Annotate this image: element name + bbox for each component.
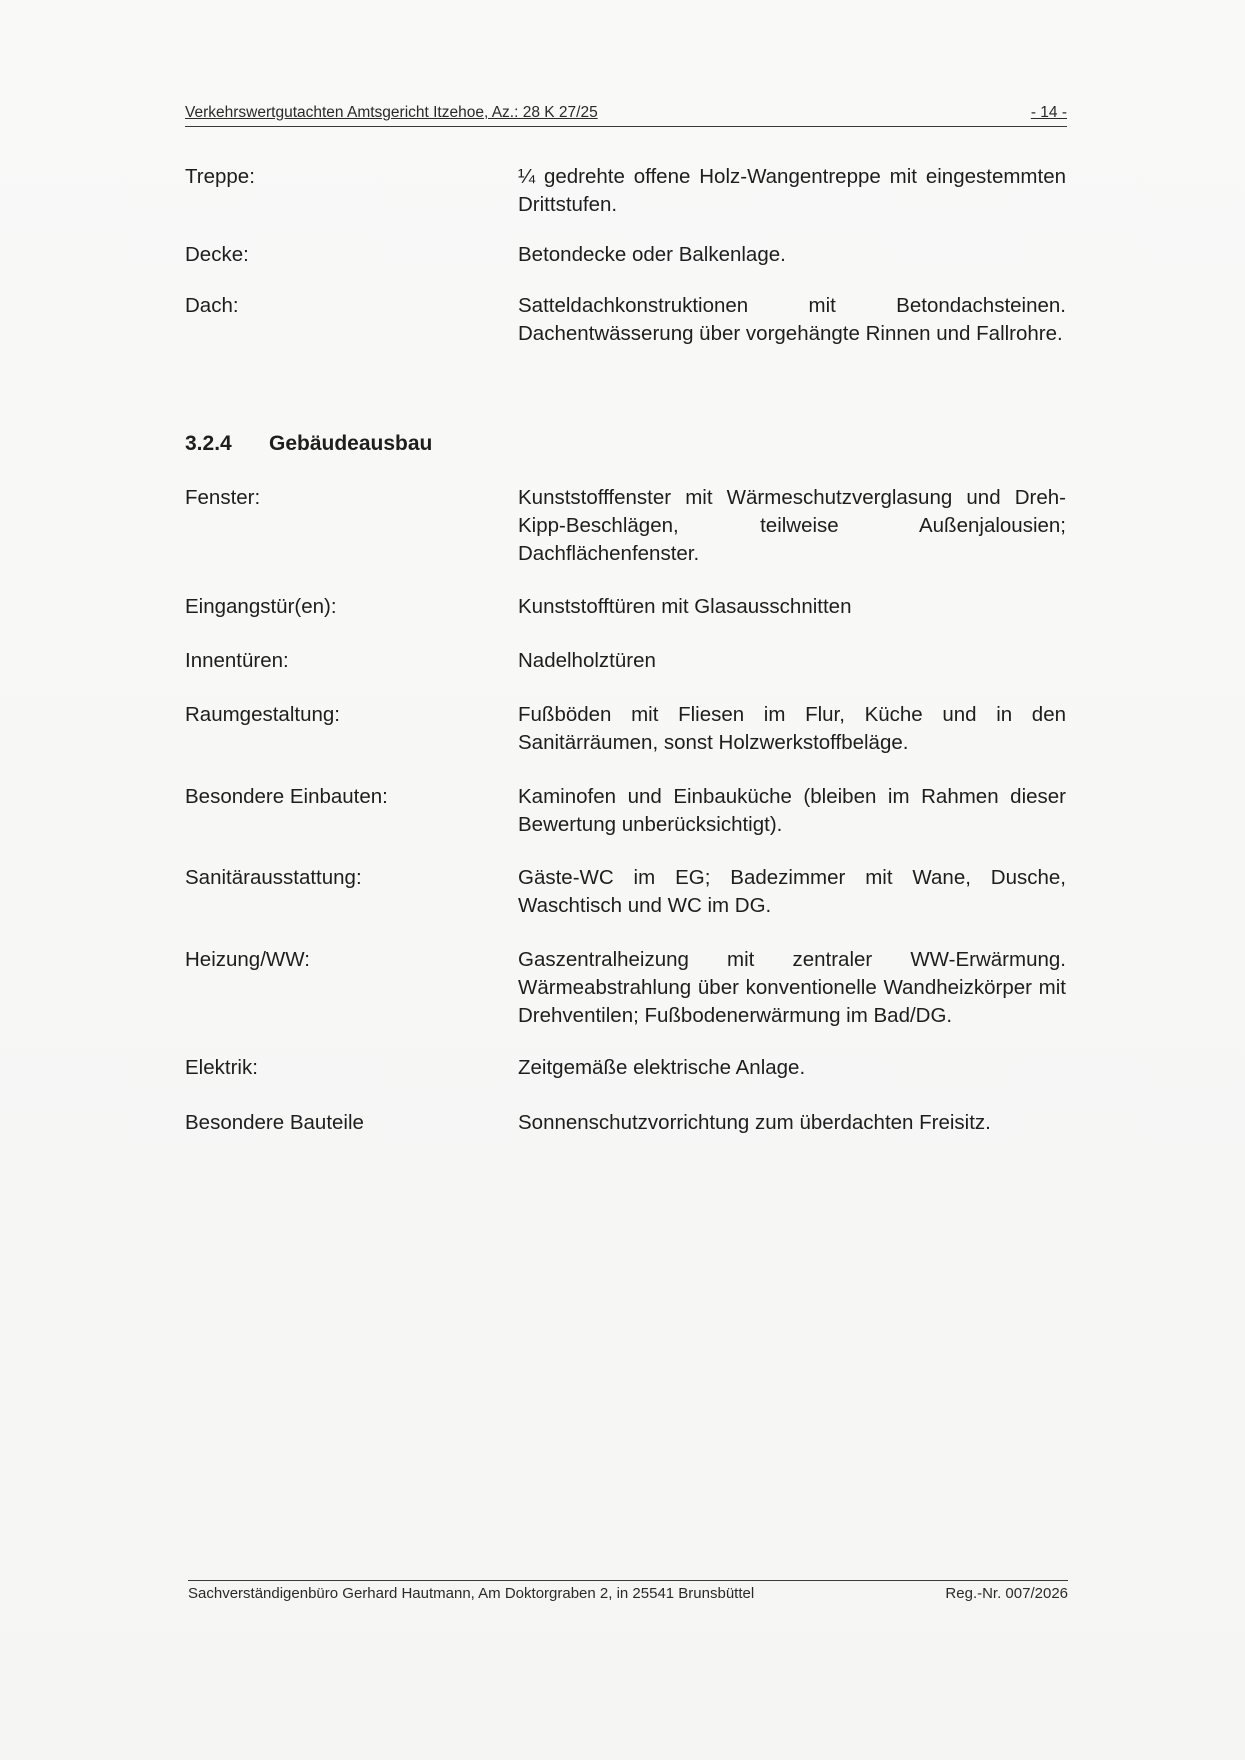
label-innentueren: Innentüren: <box>185 649 289 672</box>
section-heading <box>185 430 432 458</box>
value-innentueren: Nadelholztüren <box>518 649 656 672</box>
footer-address: Sachverständigenbüro Gerhard Hautmann, Am Doktorgraben 2, in 25541 Brunsbüttel <box>188 1585 755 1602</box>
page-number: - 14 - <box>1030 104 1067 121</box>
label-treppe: Treppe: <box>185 165 255 188</box>
section-number: 3.2.4 <box>185 432 232 455</box>
value-eingangstuer: Kunststofftüren mit Glasausschnitten <box>518 595 852 618</box>
label-fenster: Fenster: <box>185 486 261 509</box>
value-heizung: Gaszentralheizung mit zentraler WW-Erwärmung. Wärmeabstrahlung über konventionelle Wandheizkörper mit Drehventilen; Fußbodenerwärmung im Bad/DG. <box>518 948 1066 1027</box>
label-besondere-einbauten: Besondere Einbauten: <box>185 785 388 808</box>
label-sanitaer: Sanitärausstattung: <box>185 866 362 889</box>
footer-reg-number: Reg.-Nr. 007/2026 <box>945 1585 1068 1602</box>
label-elektrik: Elektrik: <box>185 1056 258 1079</box>
label-heizung: Heizung/WW: <box>185 948 310 971</box>
value-dach: Satteldachkonstruktionen mit Betondachsteinen. Dachentwässerung über vorgehängte Rinnen und Fallrohre. <box>518 294 1066 345</box>
value-fenster: Kunststofffenster mit Wärmeschutzverglasung und Dreh-Kipp-Beschlägen, teilweise Außenjalousien; Dachflächenfenster. <box>518 486 1066 565</box>
value-treppe: ¼ gedrehte offene Holz-Wangentreppe mit eingestemmten Drittstufen. <box>518 165 1066 216</box>
value-besondere-einbauten: Kaminofen und Einbauküche (bleiben im Rahmen dieser Bewertung unberücksichtigt). <box>518 785 1066 836</box>
value-elektrik: Zeitgemäße elektrische Anlage. <box>518 1056 806 1079</box>
value-raumgestaltung: Fußböden mit Fliesen im Flur, Küche und in den Sanitärräumen, sonst Holzwerkstoffbeläge. <box>518 703 1066 754</box>
header-title: Verkehrswertgutachten Amtsgericht Itzehoe, Az.: 28 K 27/25 <box>185 104 598 121</box>
value-besondere-bauteile: Sonnenschutzvorrichtung zum überdachten Freisitz. <box>518 1111 991 1134</box>
section-title: Gebäudeausbau <box>269 432 433 455</box>
label-besondere-bauteile: Besondere Bauteile <box>185 1111 364 1134</box>
label-eingangstuer: Eingangstür(en): <box>185 595 337 618</box>
label-dach: Dach: <box>185 294 239 317</box>
label-raumgestaltung: Raumgestaltung: <box>185 703 340 726</box>
value-decke: Betondecke oder Balkenlage. <box>518 243 786 266</box>
label-decke: Decke: <box>185 243 249 266</box>
page-footer <box>188 1580 1068 1607</box>
value-sanitaer: Gäste-WC im EG; Badezimmer mit Wane, Dusche, Waschtisch und WC im DG. <box>518 866 1066 917</box>
page-header <box>185 104 1067 127</box>
